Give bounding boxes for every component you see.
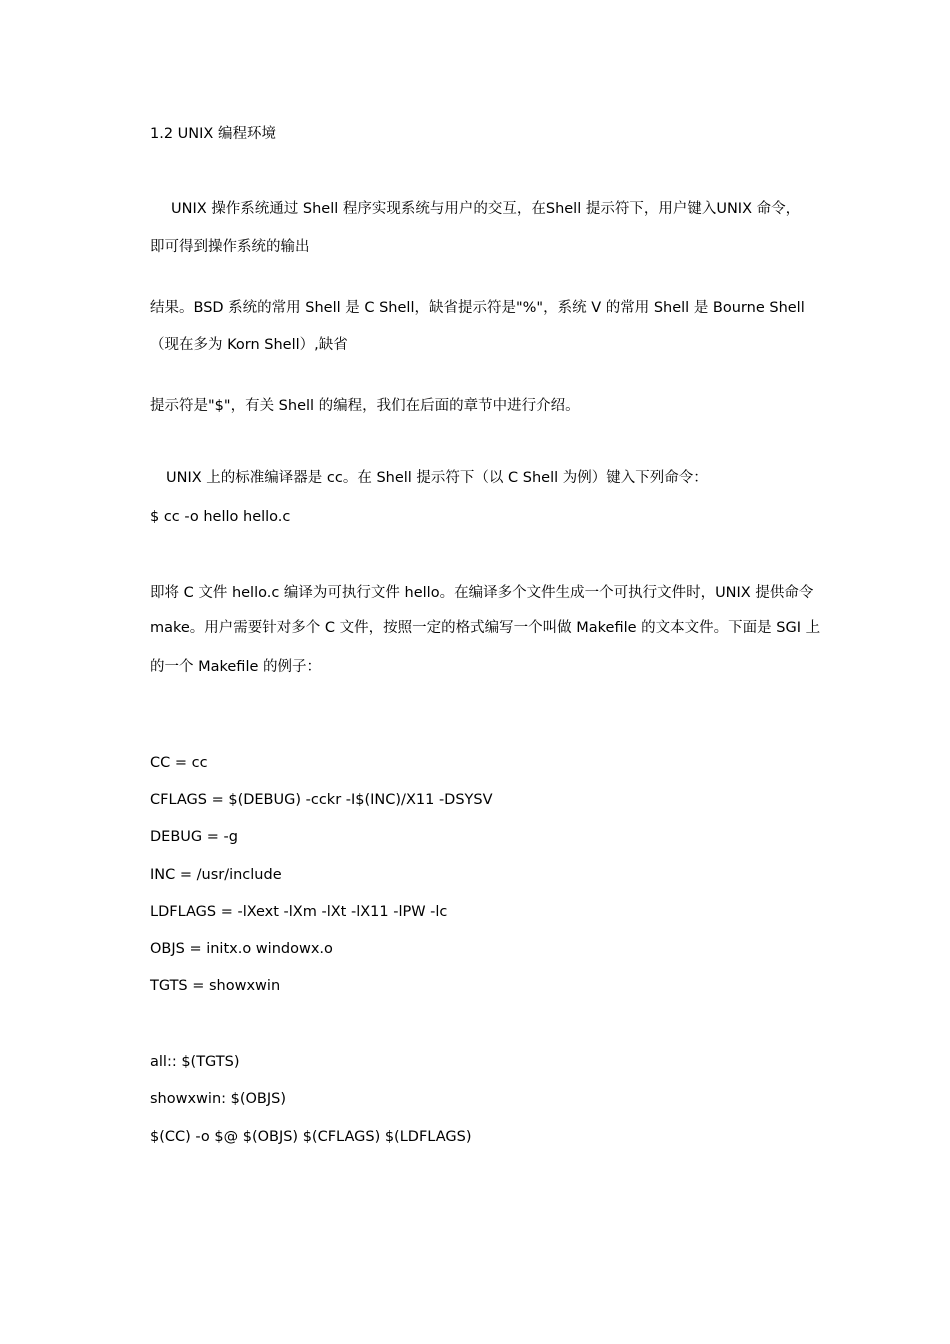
makefile-rule-line: $(CC) -o $@ $(OBJS) $(CFLAGS) $(LDFLAGS) — [150, 1129, 472, 1145]
makefile-line: DEBUG = -g — [150, 829, 238, 845]
makefile-rule-line: showxwin: $(OBJS) — [150, 1091, 287, 1107]
makefile-rule-line: all:: $(TGTS) — [150, 1054, 240, 1070]
paragraph-2-line-1: 结果。BSD 系统的常用 Shell 是 C Shell，缺省提示符是"%"，系统 V 的常用 Shell 是 Bourne Shell — [150, 300, 805, 316]
makefile-line: INC = /usr/include — [150, 867, 282, 883]
paragraph-5-line-1: 即将 C 文件 hello.c 编译为可执行文件 hello。在编译多个文件生成一个可执行文件时，UNIX 提供命令 — [150, 585, 814, 601]
compile-command: $ cc -o hello hello.c — [150, 509, 291, 525]
paragraph-2-line-2: （现在多为 Korn Shell）,缺省 — [150, 337, 348, 353]
section-heading: 1.2 UNIX 编程环境 — [150, 126, 276, 142]
makefile-line: LDFLAGS = -lXext -lXm -lXt -lX11 -lPW -lc — [150, 904, 448, 920]
paragraph-1-line-2: 即可得到操作系统的输出 — [150, 239, 310, 255]
paragraph-1-line-1: UNIX 操作系统通过 Shell 程序实现系统与用户的交互，在Shell 提示符下，用户键入UNIX 命令， — [171, 201, 801, 217]
makefile-line: CFLAGS = $(DEBUG) -cckr -I$(INC)/X11 -DSYSV — [150, 792, 493, 808]
paragraph-3-line-1: 提示符是"$"，有关 Shell 的编程，我们在后面的章节中进行介绍。 — [150, 398, 580, 414]
makefile-line: OBJS = initx.o windowx.o — [150, 941, 333, 957]
paragraph-4-line-1: UNIX 上的标准编译器是 cc。在 Shell 提示符下（以 C Shell 为例）键入下列命令： — [166, 470, 708, 486]
paragraph-5-line-3: 的一个 Makefile 的例子： — [150, 659, 321, 675]
makefile-line: CC = cc — [150, 755, 208, 771]
paragraph-5-line-2: make。用户需要针对多个 C 文件，按照一定的格式编写一个叫做 Makefile 的文本文件。下面是 SGI 上 — [150, 620, 821, 636]
makefile-line: TGTS = showxwin — [150, 978, 281, 994]
